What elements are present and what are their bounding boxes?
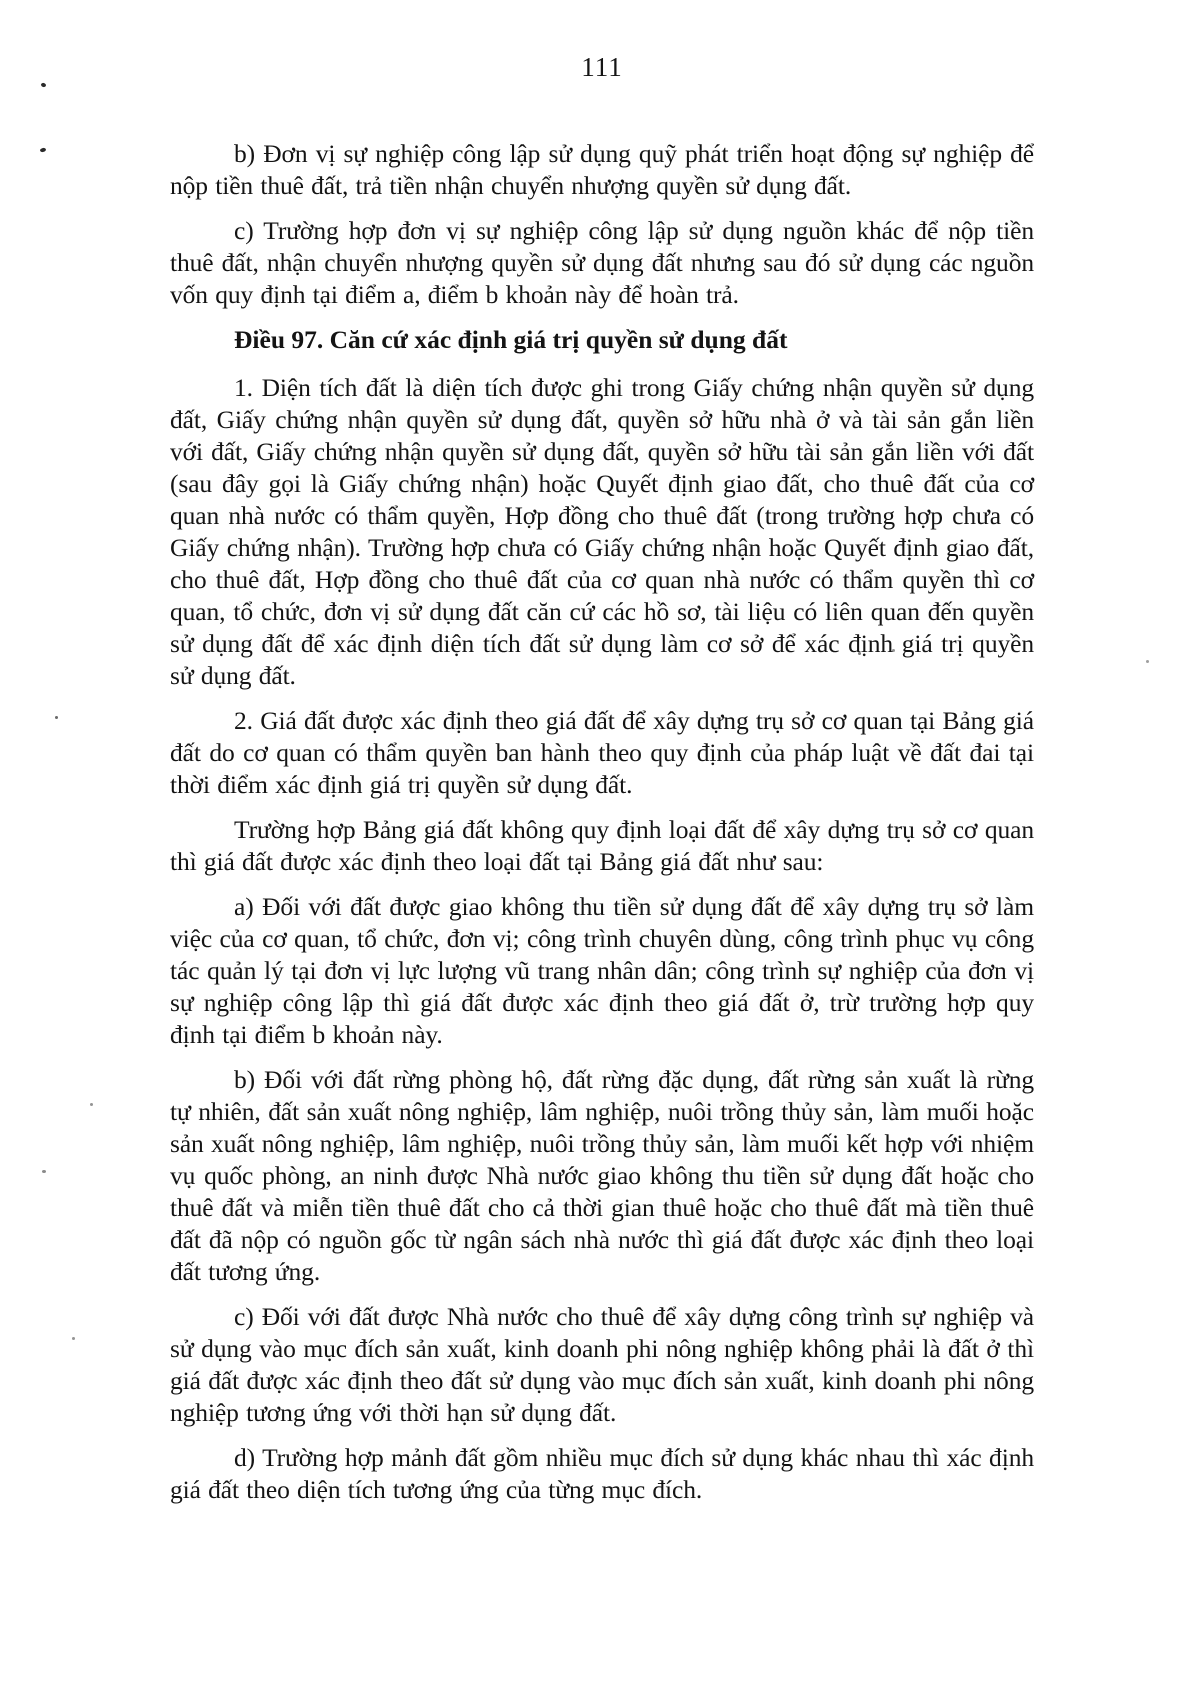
paragraph-clause-2: 2. Giá đất được xác định theo giá đất để xây dựng trụ sở cơ quan tại Bảng giá đất do cơ quan có thẩm quyền ban hành theo quy định của pháp luật về đất đai tại thời điểm xác định giá trị quyền sử dụng đất. — [170, 706, 1034, 799]
paragraph-point-d: d) Trường hợp mảnh đất gồm nhiều mục đích sử dụng khác nhau thì xác định giá đất theo diện tích tương ứng của từng mục đích. — [170, 1443, 1034, 1504]
article-97-heading: Điều 97. Căn cứ xác định giá trị quyền sử dụng đất — [234, 325, 788, 354]
scan-speck — [90, 1103, 93, 1106]
paragraph-point-c-previous-article: c) Trường hợp đơn vị sự nghiệp công lập sử dụng nguồn khác để nộp tiền thuê đất, nhận chuyển nhượng quyền sử dụng đất nhưng sau đó sử dụng các nguồn vốn quy định tại điểm a, điểm b khoản này để hoàn trả. — [170, 216, 1034, 309]
paragraph-point-b: b) Đối với đất rừng phòng hộ, đất rừng đặc dụng, đất rừng sản xuất là rừng tự nhiên, đất sản xuất nông nghiệp, lâm nghiệp, nuôi trồng thủy sản, làm muối hoặc sản xuất nông nghiệp, lâm nghiệp, nuôi trồng thủy sản, làm muối kết hợp với nhiệm vụ quốc phòng, an ninh được Nhà nước giao không thu tiền sử dụng đất hoặc cho thuê đất và miễn tiền thuê đất cho cả thời gian thuê hoặc cho thuê đất mà tiền thuê đất đã nộp có nguồn gốc từ ngân sách nhà nước thì giá đất được xác định theo loại đất tương ứng. — [170, 1065, 1034, 1286]
scan-speck — [42, 1170, 46, 1173]
paragraph-clause-1: 1. Diện tích đất là diện tích được ghi trong Giấy chứng nhận quyền sử dụng đất, Giấy chứng nhận quyền sử dụng đất, quyền sở hữu nhà ở và tài sản gắn liền với đất, Giấy chứng nhận quyền sử dụng đất, quyền sở hữu tài sản gắn liền với đất (sau đây gọi là Giấy chứng nhận) hoặc Quyết định giao đất, cho thuê đất của cơ quan nhà nước có thẩm quyền, Hợp đồng cho thuê đất (trong trường hợp chưa có Giấy chứng nhận). Trường hợp chưa có Giấy chứng nhận hoặc Quyết định giao đất, cho thuê đất, Hợp đồng cho thuê đất của cơ quan nhà nước có thẩm quyền thì cơ quan, tổ chức, đơn vị sử dụng đất căn cứ các hồ sơ, tài liệu có liên quan đến quyền sử dụng đất để xác định diện tích đất sử dụng làm cơ sở để xác định giá trị quyền sử dụng đất. — [170, 373, 1034, 690]
scan-speck — [40, 147, 47, 152]
paragraph-point-c: c) Đối với đất được Nhà nước cho thuê để xây dựng công trình sự nghiệp và sử dụng vào mục đích sản xuất, kinh doanh phi nông nghiệp không phải là đất ở thì giá đất được xác định theo đất sử dụng vào mục đích sản xuất, kinh doanh phi nông nghiệp tương ứng với thời hạn sử dụng đất. — [170, 1302, 1034, 1427]
page-number: 111 — [581, 52, 623, 82]
scan-speck — [72, 1337, 75, 1340]
paragraph-point-a: a) Đối với đất được giao không thu tiền sử dụng đất để xây dựng trụ sở làm việc của cơ quan, tổ chức, đơn vị; công trình chuyên dùng, công trình phục vụ công tác quản lý tại đơn vị lực lượng vũ trang nhân dân; công trình sự nghiệp của đơn vị sự nghiệp công lập thì giá đất được xác định theo giá đất ở, trừ trường hợp quy định tại điểm b khoản này. — [170, 892, 1034, 1049]
document-body — [170, 138, 1034, 1519]
scan-speck — [55, 716, 58, 719]
paragraph-clause-2-case: Trường hợp Bảng giá đất không quy định loại đất để xây dựng trụ sở cơ quan thì giá đất được xác định theo loại đất tại Bảng giá đất như sau: — [170, 815, 1034, 876]
paragraph-point-b-previous-article: b) Đơn vị sự nghiệp công lập sử dụng quỹ phát triển hoạt động sự nghiệp để nộp tiền thuê đất, trả tiền nhận chuyển nhượng quyền sử dụng đất. — [170, 139, 1034, 200]
scan-speck — [40, 82, 46, 87]
scan-speck — [1146, 660, 1149, 663]
